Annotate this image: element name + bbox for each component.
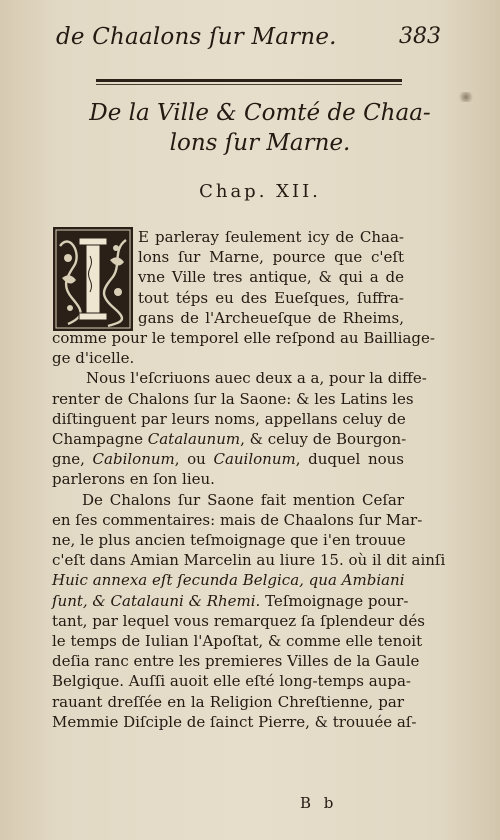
text-line: renter de Chalons ſur la Saone: & les Latins les [52,389,414,408]
chapter-heading: Chap. XII. [199,181,321,202]
text-line: E parleray ſeulement icy de Chaa- [138,228,404,246]
text-line: tant, par lequel vous remarquez ſa ſplendeur dés [52,611,425,630]
page-header [56,24,441,60]
text-line: gans de l'Archeueſque de Rheims, [138,308,404,327]
text-line: ge d'icelle. [52,349,135,368]
text-line: Memmie Diſciple de ſainct Pierre, & trouuée aſ- [52,712,417,731]
text-line: deſia ranc entre les premieres Villes de la Gaule [52,652,420,671]
text-line: De Chalons ſur Saone fait mention Ceſar [82,490,404,509]
header-rule [96,79,402,82]
text-line: gne, Cabilonum, ou Cauilonum, duquel nous [52,450,405,469]
body-text [52,227,446,732]
text-line: Nous l'eſcriuons auec deux a a, pour la diffe- [86,369,427,388]
text-line: en ſes commentaires: mais de Chaalons ſur Mar- [52,510,423,529]
catchword: B b [300,794,338,812]
text-line: rauant dreſſée en la Religion Chreſtienne, par [52,692,404,711]
text-line: c'eſt dans Amian Marcelin au liure 15. où il dit ainſi [52,551,446,570]
header-rule-thin [96,84,402,85]
text-line: ſunt, & Catalauni & Rhemi. Teſmoignage pour- [52,591,409,610]
text-line: Champagne Catalaunum, & celuy de Bourgon- [52,430,407,449]
text-line: comme pour le temporel elle reſpond au Bailliage- [52,329,435,348]
text-line: parlerons en ſon lieu. [52,470,215,489]
text-line: vne Ville tres antique, & qui a de [138,268,404,287]
text-line: Belgique. Auſſi auoit elle eſté long-temps aupa- [52,672,411,691]
text-line: Huic annexa eſt ſecunda Belgica, qua Ambiani [52,571,405,590]
text-line: lons ſur Marne, pource que c'eſt [138,248,404,267]
title-line-1: De la Ville & Comté de Chaa- [89,100,431,126]
section-title [60,98,460,158]
running-head: de Chaalons ſur Marne. [56,24,337,50]
text-line: ne, le plus ancien teſmoignage que i'en trouue [52,531,406,550]
text-line: le temps de Iulian l'Apoſtat, & comme elle tenoit [52,632,423,651]
text-line: diſtinguent par leurs noms, appellans celuy de [52,409,406,428]
page-number: 383 [399,24,441,49]
text-line: tout téps eu des Eueſques, ſuffra- [138,288,404,307]
title-line-2: lons ſur Marne. [169,130,351,156]
